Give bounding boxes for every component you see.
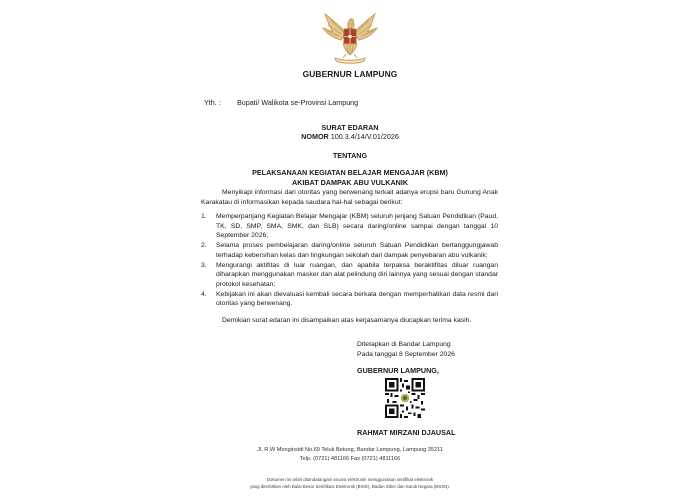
subject-line-1: PELAKSANAAN KEGIATAN BELAJAR MENGAJAR (KBM): [252, 168, 448, 177]
footer-note-line-2: yang diterbitkan oleh Balai Besar Sertifikasi Elektronik (BSrE), Badan Siber dan Sandi Negara (BSSN).: [250, 483, 450, 489]
footer-address: [0, 446, 700, 463]
list-item-number: 3.: [201, 261, 207, 269]
document-number-value: 100.3.4/14/V.01/2026: [330, 132, 399, 141]
signatory-name: RAHMAT MIRZANI DJAUSAL: [357, 428, 456, 437]
signature-date: Pada tanggal 8 September 2026: [357, 350, 455, 358]
intro-paragraph: Menyikapi informasi dari otoritas yang berwenang terkait adanya erupsi baru Gunung Anak Karakatau di informasikan kepada saudara hal-hal sebagai berikut:: [201, 189, 498, 206]
instruction-list: [201, 212, 498, 309]
document-number-label: NOMOR: [301, 132, 329, 141]
garuda-emblem-icon: [319, 10, 381, 66]
document-title: SURAT EDARAN: [321, 123, 379, 132]
list-item: [201, 241, 498, 260]
list-item: [201, 261, 498, 290]
footer-address-line: Jl. R.W Monginsidi No.69 Teluk Betung, Bandar Lampung, Lampung 35211: [257, 447, 443, 453]
list-item: [201, 290, 498, 309]
list-item: [201, 212, 498, 241]
footer-esign-note: [0, 477, 700, 490]
list-item-number: 1.: [201, 213, 207, 220]
subject: [0, 168, 700, 188]
subject-line-2: AKIBAT DAMPAK ABU VULKANIK: [291, 178, 409, 187]
list-item-text: Kebijakan ini akan dievaluasi kembali secara berkala dengan memperhatikan data resmi dari otoritas yang berwenang.: [216, 290, 498, 307]
list-item-text: Memperpanjang Kegiatan Belajar Mengajar (KBM) seluruh jenjang Satuan Pendidikan (Paud, TK, SD, SMP, SMA, SMK, dan SLB) secara daring/online sampai dengan tanggal 10 September 2026;: [216, 213, 498, 239]
qr-code-icon: [385, 378, 425, 418]
list-item-number: 4.: [201, 290, 207, 298]
list-item-text: Selama proses pembelajaran daring/online seluruh Satuan Pendidikan bertanggungjawab terhadap kebersihan kelas dan lingkungan sekolah dari dampak penyebaran abu vulkanik;: [216, 242, 498, 259]
letterhead-title: GUBERNUR LAMPUNG: [302, 69, 398, 79]
signature-place-date: [357, 340, 455, 359]
signature-place: Ditetapkan di Bandar Lampung: [357, 341, 451, 348]
closing-paragraph: Demikian surat edaran ini disampaikan atas kerjasamanya diucapkan terima kasih.: [222, 317, 472, 324]
signatory-title: GUBERNUR LAMPUNG,: [357, 366, 439, 375]
footer-note-line-1: Dokumen ini telah ditandatangani secara elektronik menggunakan sertifikat elektronik: [266, 477, 434, 482]
document-number: [0, 132, 700, 141]
list-item-number: 2.: [201, 242, 207, 249]
about-heading: TENTANG: [332, 151, 368, 160]
recipient-value: Bupati/ Walikota se-Provinsi Lampung: [237, 98, 359, 107]
recipient-label: Yth. :: [204, 98, 221, 107]
list-item-text: Mengurangi aktifitas di luar ruangan, dan apabila terpaksa beraktifitas diluar ruangan diharapkan menggunakan masker dan alat pelindung diri lainnya yang sesuai dengan standar protokol kesehatan;: [216, 261, 498, 288]
footer-phone-line: Telp. (0721) 481166 Fax (0721) 4811166: [299, 455, 401, 462]
